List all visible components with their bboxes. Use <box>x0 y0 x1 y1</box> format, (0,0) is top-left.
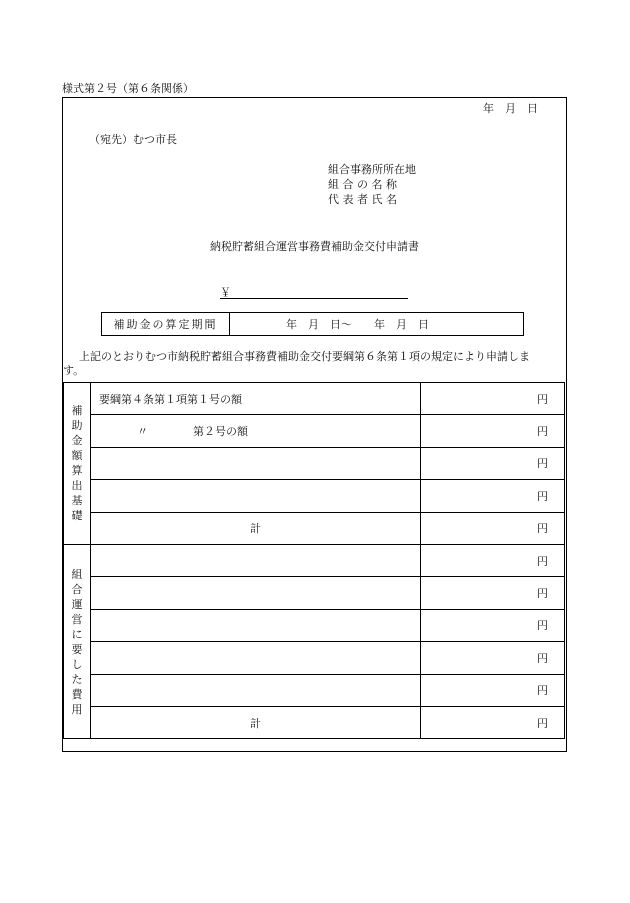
cost-amount-5: 円 <box>421 674 565 706</box>
table-row <box>64 383 565 415</box>
basis-amount-2: 円 <box>421 415 565 447</box>
table-row <box>64 577 565 609</box>
basis-label-char: 助 <box>71 419 83 433</box>
basis-label-char: 補 <box>71 404 83 418</box>
form-number-label: 様式第２号（第６条関係） <box>62 82 194 95</box>
basis-label-char: 金 <box>71 434 83 448</box>
applicant-block <box>328 162 416 207</box>
representative-label: 代 表 者 氏 名 <box>328 193 397 206</box>
costs-section-label <box>64 544 91 738</box>
basis-section-label <box>64 383 91 545</box>
table-row <box>64 415 565 447</box>
basis-label-char: 礎 <box>71 509 83 523</box>
costs-label-char: に <box>71 627 83 641</box>
request-line-2: す。 <box>63 364 85 377</box>
addressee: （宛先）むつ市長 <box>89 133 177 146</box>
basis-amount-4: 円 <box>421 480 565 512</box>
table-row <box>64 480 565 512</box>
table-row <box>64 447 565 479</box>
table-row <box>64 642 565 674</box>
cost-item-3 <box>91 609 421 641</box>
costs-label-char: し <box>71 657 83 671</box>
application-form-frame <box>62 97 567 752</box>
basis-amount-1: 円 <box>421 383 565 415</box>
costs-label-char: 営 <box>71 612 83 626</box>
cost-amount-4: 円 <box>421 642 565 674</box>
basis-label-char: 出 <box>71 479 83 493</box>
document-title: 納税貯蓄組合運営事務費補助金交付申請書 <box>210 240 419 253</box>
basis-total-amount: 円 <box>421 512 565 544</box>
basis-item-3 <box>91 447 421 479</box>
basis-label-char: 算 <box>71 464 83 478</box>
request-statement <box>63 350 566 378</box>
period-label: 補助金の算定期間 <box>102 313 230 335</box>
cost-amount-1: 円 <box>421 544 565 576</box>
costs-total-label: 計 <box>91 706 421 738</box>
costs-label-char: 合 <box>71 582 83 596</box>
table-row <box>64 706 565 738</box>
basis-amount-3: 円 <box>421 447 565 479</box>
costs-label-char: 要 <box>71 642 83 656</box>
basis-total-label: 計 <box>91 512 421 544</box>
cost-item-4 <box>91 642 421 674</box>
table-row <box>64 609 565 641</box>
costs-label-char: 運 <box>71 597 83 611</box>
request-line-1: 上記のとおりむつ市納税貯蓄組合事務費補助金交付要綱第６条第１項の規定により申請しま <box>79 350 530 363</box>
amount-table <box>63 382 565 739</box>
basis-label-char: 基 <box>71 494 83 508</box>
org-address-label: 組合事務所所在地 <box>328 163 416 176</box>
cost-amount-3: 円 <box>421 609 565 641</box>
calculation-period-box <box>101 312 524 336</box>
costs-total-amount: 円 <box>421 706 565 738</box>
costs-label-char: た <box>71 672 83 686</box>
cost-item-5 <box>91 674 421 706</box>
amount-line <box>220 284 408 299</box>
costs-label-char: 費 <box>71 687 83 701</box>
table-row <box>64 544 565 576</box>
yen-symbol: ￥ <box>220 286 231 299</box>
period-range: 年 月 日～ 年 月 日 <box>286 318 429 331</box>
table-row <box>64 674 565 706</box>
basis-item-1: 要綱第４条第１項第１号の額 <box>91 383 421 415</box>
basis-label-char: 額 <box>71 449 83 463</box>
basis-item-2: 〃 第２号の額 <box>91 415 421 447</box>
costs-label-char: 用 <box>71 702 83 716</box>
cost-item-2 <box>91 577 421 609</box>
ditto-mark: 〃 <box>137 425 148 439</box>
basis-item-4 <box>91 480 421 512</box>
cost-amount-2: 円 <box>421 577 565 609</box>
date-field: 年 月 日 <box>483 102 538 115</box>
cost-item-1 <box>91 544 421 576</box>
table-row <box>64 512 565 544</box>
costs-label-char: 組 <box>71 567 83 581</box>
org-name-label: 組 合 の 名 称 <box>328 178 397 191</box>
